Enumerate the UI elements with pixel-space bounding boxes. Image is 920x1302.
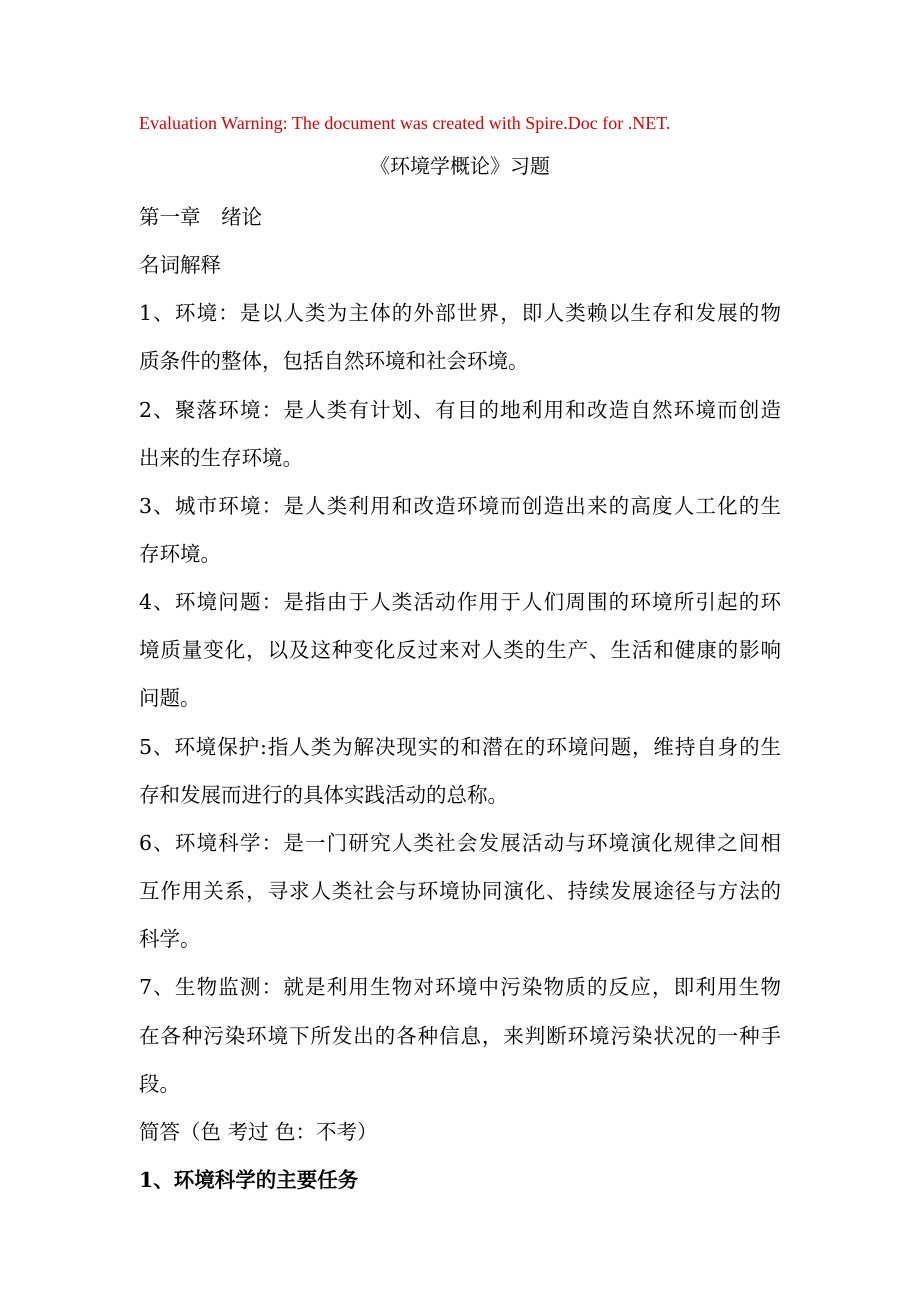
term-line: 4、环境问题：是指由于人类活动作用于人们周围的环境所引起的环: [139, 590, 781, 614]
term-line: 在各种污染环境下所发出的各种信息，来判断环境污染状况的一种手: [139, 1024, 781, 1048]
term-line: 互作用关系，寻求人类社会与环境协同演化、持续发展途径与方法的: [139, 879, 781, 903]
term-line: 6、环境科学：是一门研究人类社会发展活动与环境演化规律之间相: [139, 831, 781, 855]
term-line: 科学。: [139, 927, 201, 951]
term-line: 出来的生存环境。: [139, 446, 303, 470]
term-line: 问题。: [139, 686, 201, 710]
term-line: 质条件的整体，包括自然环境和社会环境。: [139, 349, 529, 373]
term-line: 5、环境保护:指人类为解决现实的和潜在的环境问题，维持自身的生: [139, 735, 781, 759]
section-heading-short-answer: 简答（色 考过 色：不考）: [139, 1120, 378, 1144]
term-line: 存和发展而进行的具体实践活动的总称。: [139, 783, 508, 807]
term-line: 存环境。: [139, 542, 221, 566]
document-title: 《环境学概论》习题: [370, 154, 550, 178]
term-line: 段。: [139, 1072, 180, 1096]
question-heading: 1、环境科学的主要任务: [139, 1168, 359, 1192]
section-heading-terms: 名词解释: [139, 253, 221, 277]
evaluation-warning: Evaluation Warning: The document was created with Spire.Doc for .NET.: [139, 113, 671, 133]
term-line: 7、生物监测：就是利用生物对环境中污染物质的反应，即利用生物: [139, 975, 781, 999]
term-line: 3、城市环境：是人类利用和改造环境而创造出来的高度人工化的生: [139, 494, 781, 518]
term-line: 1、环境：是以人类为主体的外部世界，即人类赖以生存和发展的物: [139, 301, 781, 325]
term-line: 境质量变化，以及这种变化反过来对人类的生产、生活和健康的影响: [139, 638, 781, 662]
chapter-heading: 第一章 绪论: [139, 205, 262, 229]
term-line: 2、聚落环境：是人类有计划、有目的地利用和改造自然环境而创造: [139, 398, 781, 422]
